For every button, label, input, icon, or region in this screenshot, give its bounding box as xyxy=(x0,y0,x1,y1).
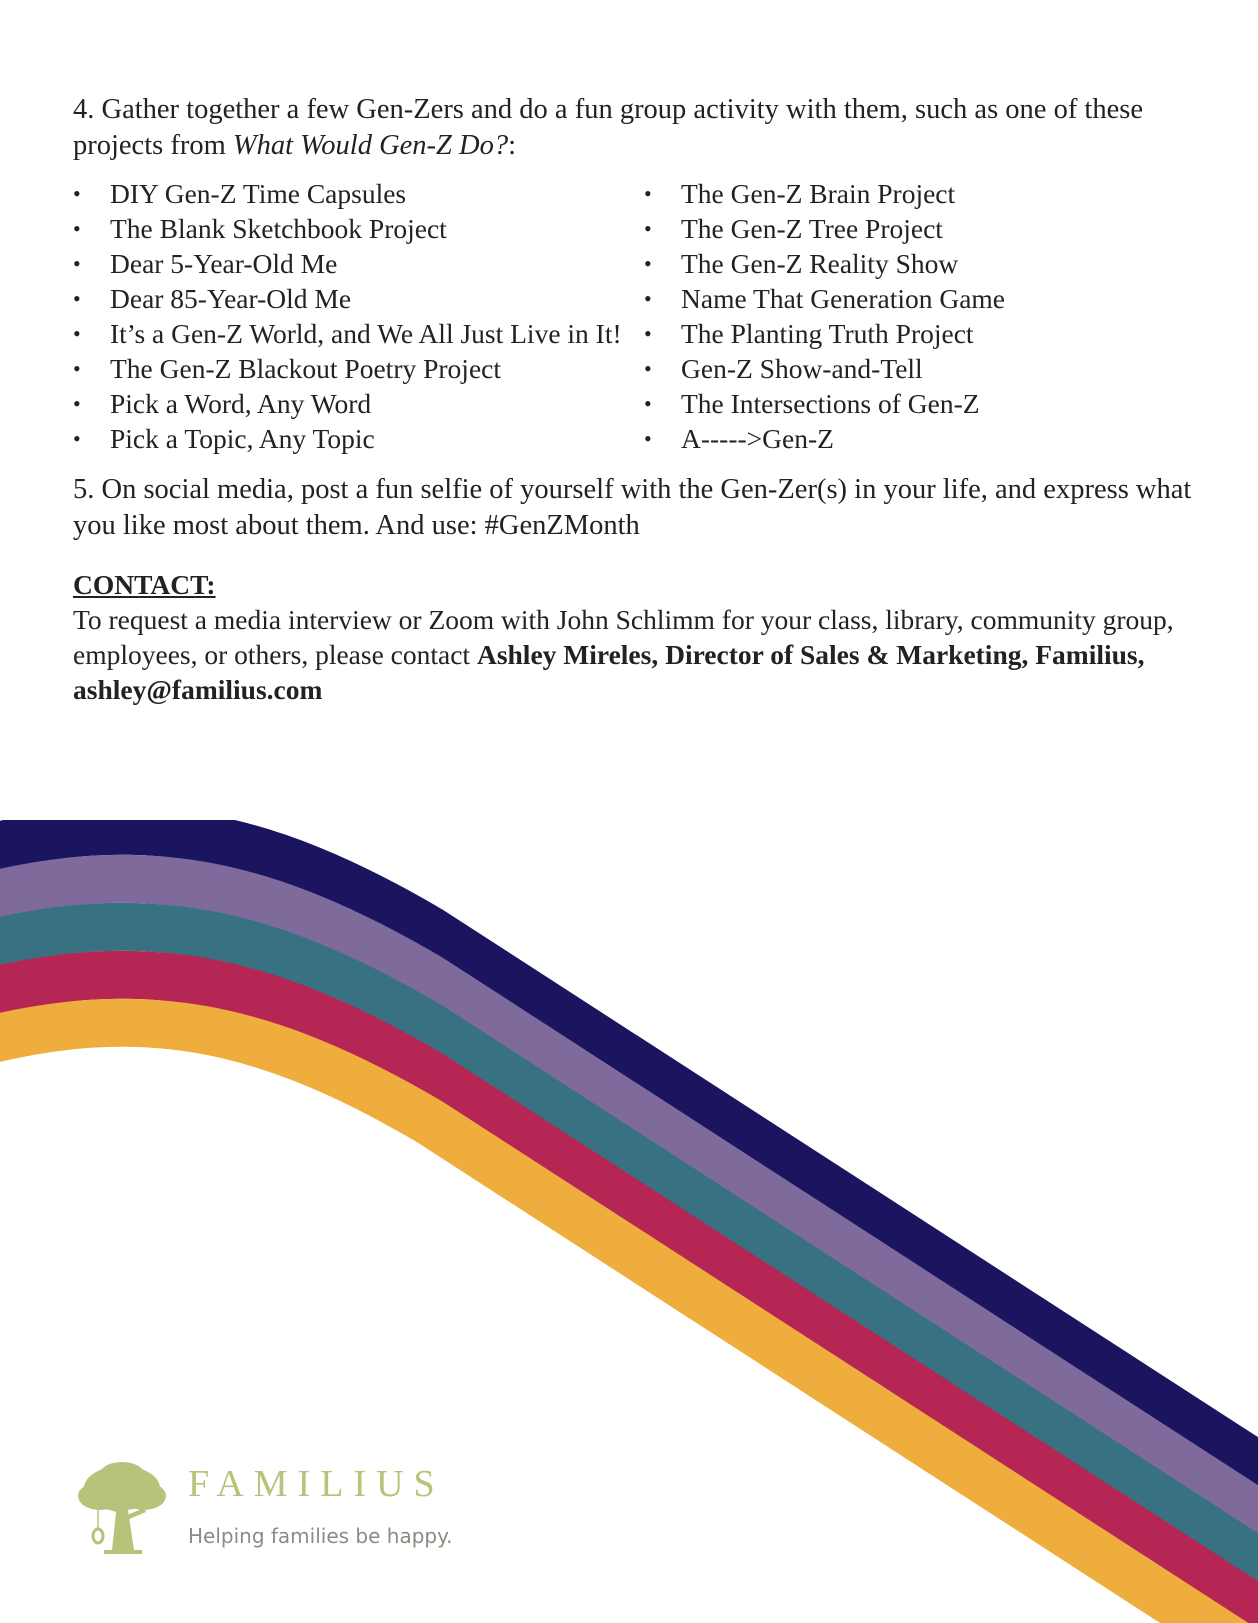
projects-list-right xyxy=(644,176,1203,456)
contact-name: Ashley Mireles, Director of Sales & Marketing, Familius, xyxy=(476,639,1145,670)
list-item: • A----->Gen-Z xyxy=(644,421,1203,456)
list-item: • The Gen-Z Tree Project xyxy=(644,211,1203,246)
list-item: • The Intersections of Gen-Z xyxy=(644,386,1203,421)
familius-logo xyxy=(72,1458,472,1568)
tree-icon xyxy=(72,1458,172,1558)
step-4-tail: : xyxy=(508,130,517,161)
step-5-paragraph: 5. On social media, post a fun selfie of yourself with the Gen-Zer(s) in your life, and express what you like most about them. And use: #GenZMonth xyxy=(73,474,1192,541)
list-item: • Dear 85-Year-Old Me xyxy=(73,281,644,316)
list-item: • The Planting Truth Project xyxy=(644,316,1203,351)
list-item: • Gen-Z Show-and-Tell xyxy=(644,351,1203,386)
list-item: • Pick a Topic, Any Topic xyxy=(73,421,644,456)
step-4-lead: 4. Gather together a few Gen-Zers and do a fun group activity with them, such as one of these projects from xyxy=(73,94,1143,161)
list-item: • Name That Generation Game xyxy=(644,281,1203,316)
list-item: • DIY Gen-Z Time Capsules xyxy=(73,176,644,211)
contact-paragraph xyxy=(73,602,1203,707)
list-item: • Dear 5-Year-Old Me xyxy=(73,246,644,281)
list-item: • Pick a Word, Any Word xyxy=(73,386,644,421)
contact-text: To request a media interview or Zoom with John Schlimm for your class, library, community group, employees, or others, please contact xyxy=(73,604,1174,670)
list-item: • The Blank Sketchbook Project xyxy=(73,211,644,246)
contact-heading: CONTACT: xyxy=(73,569,216,600)
projects-list-left xyxy=(73,176,644,456)
list-item: • It’s a Gen-Z World, and We All Just Live in It! xyxy=(73,316,644,351)
list-item: • The Gen-Z Reality Show xyxy=(644,246,1203,281)
step-4-paragraph xyxy=(73,92,1203,164)
page-content xyxy=(73,92,1203,707)
contact-email: ashley@familius.com xyxy=(73,674,323,705)
logo-wordmark: FAMILIUS xyxy=(188,1463,445,1505)
logo-tagline: Helping families be happy. xyxy=(188,1524,453,1548)
list-item: • The Gen-Z Brain Project xyxy=(644,176,1203,211)
book-title: What Would Gen-Z Do? xyxy=(232,130,509,161)
projects-lists xyxy=(73,176,1203,456)
list-item: • The Gen-Z Blackout Poetry Project xyxy=(73,351,644,386)
